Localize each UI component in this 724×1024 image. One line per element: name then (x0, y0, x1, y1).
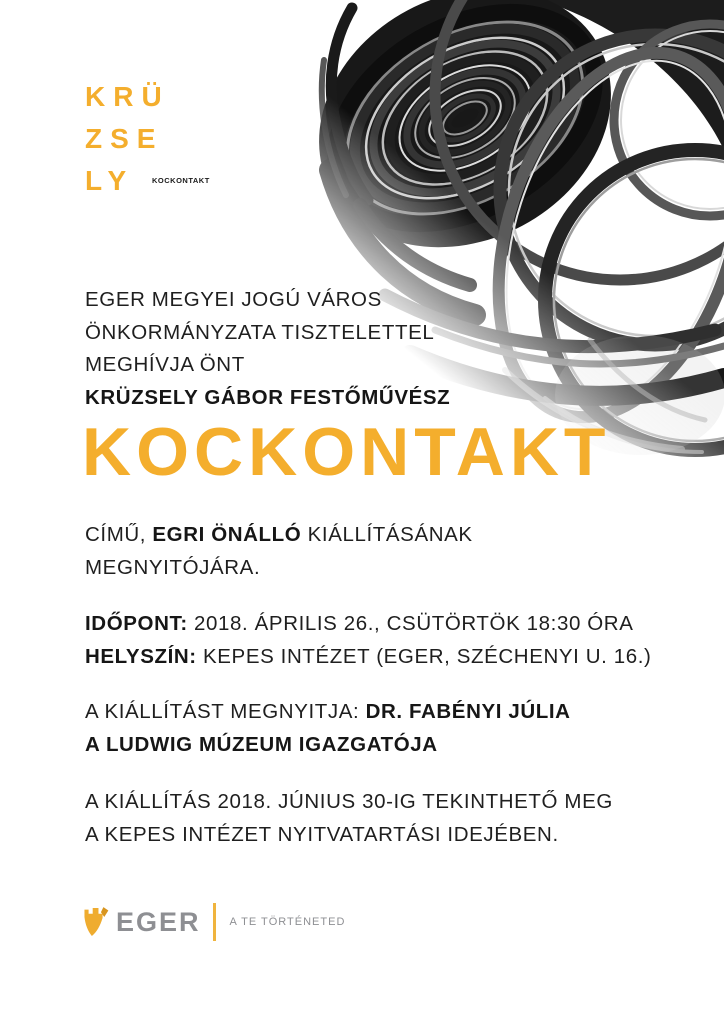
logo-line-2: ZSE (85, 123, 164, 154)
exhibition-subtitle (85, 519, 473, 584)
city-tagline: A TE TÖRTÉNETED (229, 916, 346, 928)
duration-info (85, 786, 613, 851)
opening-speaker: DR. FABÉNYI JÚLIA (365, 700, 571, 723)
event-details (85, 608, 651, 673)
subtitle-line-2: MEGNYITÓJÁRA. (85, 555, 261, 579)
eger-crest-icon (82, 904, 110, 940)
city-brand-footer (82, 903, 345, 941)
intro-line-2: ÖNKORMÁNYZATA TISZTELETTEL (85, 320, 435, 344)
opening-info (85, 696, 571, 761)
venue-value: KEPES INTÉZET (EGER, SZÉCHENYI U. 16.) (203, 644, 652, 668)
subtitle-line-1 (85, 519, 473, 552)
venue-label: HELYSZÍN: (85, 644, 197, 668)
subtitle-post: KIÁLLÍTÁSÁNAK (301, 523, 473, 546)
logo-line-1: KRÜ (85, 81, 170, 112)
city-wordmark: EGER (116, 906, 201, 937)
artist-name: KRÜZSELY GÁBOR FESTŐMŰVÉSZ (85, 385, 451, 409)
duration-line-2: A KEPES INTÉZET NYITVATARTÁSI IDEJÉBEN. (85, 822, 559, 846)
opening-pre: A KIÁLLÍTÁST MEGNYITJA: (85, 700, 366, 723)
subtitle-bold: EGRI ÖNÁLLÓ (152, 523, 302, 546)
footer-divider (213, 903, 216, 941)
intro-line-1: EGER MEGYEI JOGÚ VÁROS (85, 288, 382, 311)
exhibition-title: KOCKONTAKT (82, 414, 611, 490)
intro-line-3: MEGHÍVJA ÖNT (85, 353, 245, 376)
time-label: IDŐPONT: (85, 612, 188, 635)
subtitle-pre: CÍMŰ, (85, 523, 153, 546)
invitation-intro (85, 284, 450, 414)
logo-line-3: LY (85, 165, 135, 196)
duration-line-1: A KIÁLLÍTÁS 2018. JÚNIUS 30-IG TEKINTHETŐ MEG (85, 790, 613, 813)
logo-subtext: KOCKONTAKT (152, 176, 210, 185)
opening-speaker-role: A LUDWIG MÚZEUM IGAZGATÓJA (85, 732, 438, 756)
event-venue (85, 641, 651, 674)
event-time (85, 608, 651, 641)
opening-line-1 (85, 696, 571, 729)
time-value: 2018. ÁPRILIS 26., CSÜTÖRTÖK 18:30 ÓRA (194, 612, 634, 635)
